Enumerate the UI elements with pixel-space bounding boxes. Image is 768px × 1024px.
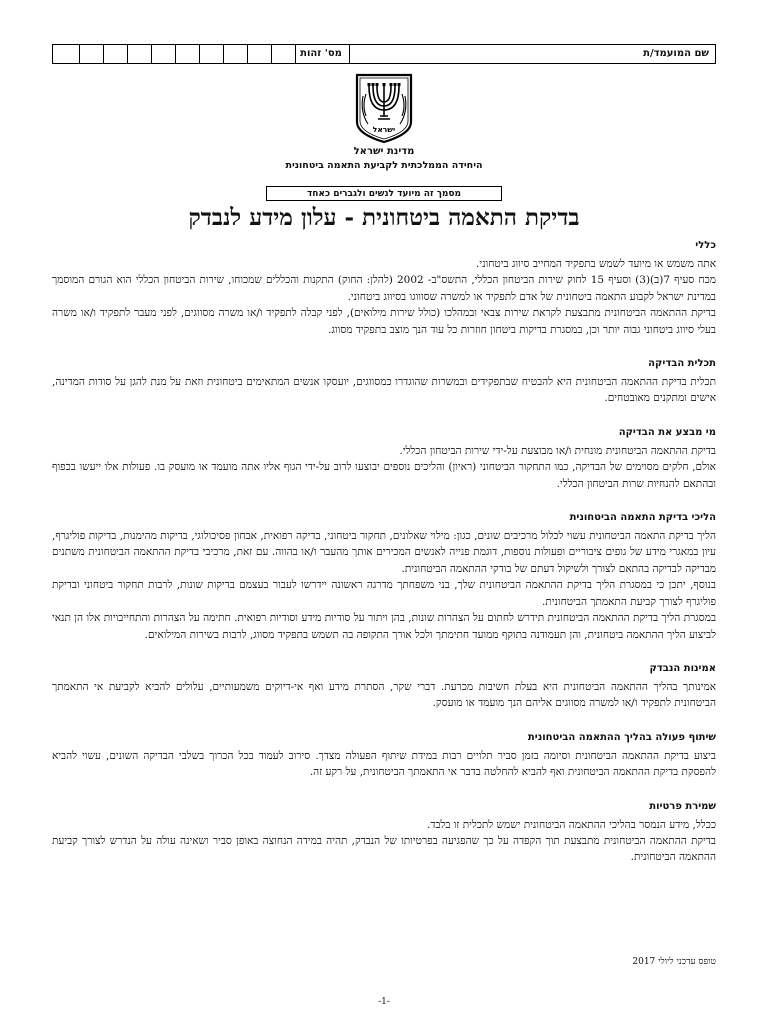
paragraph: בנוסף, יתכן כי במסגרת הליך בדיקת ההתאמה הביטחונית שלך, בני משפחתך מדרגה ראשונה יידרשו לעבור בעצמם בדיקות שונות, לרבות תחקור ביטחוני ובדיקת פוליגרף לצורך קביעת התאמתך הביטחונית. <box>52 579 716 608</box>
id-digit-box <box>223 45 224 63</box>
id-digit-box <box>103 45 104 63</box>
section-heading: תכלית הבדיקה <box>648 358 716 370</box>
emblem-text: ישראל <box>372 125 396 134</box>
state-name: מדינת ישראל <box>353 146 415 157</box>
section-privacy <box>52 799 716 866</box>
paragraph: ככלל, מידע הנמסר בהליכי ההתאמה הביטחונית ישמש לתכלית זו בלבד. <box>426 818 716 831</box>
id-digit-box <box>271 45 272 63</box>
table-divider <box>295 45 296 63</box>
section-purpose <box>52 356 716 407</box>
section-heading: מי מבצע את הבדיקה <box>618 426 716 438</box>
candidate-name-label: שם המועמד/ת <box>643 48 709 59</box>
document-body <box>52 238 716 884</box>
candidate-details-table <box>52 44 716 64</box>
gender-note: מסמך זה מיועד לנשים ולגברים כאחד <box>266 186 502 201</box>
id-digit-box <box>199 45 200 63</box>
id-digit-box <box>79 45 80 63</box>
state-emblem-menorah-icon <box>354 72 414 144</box>
paragraph: אמינותך בהליך ההתאמה הביטחונית היא בעלת חשיבות מכרעת. דברי שקר, הסתרת מידע ואף אי-דיוקים משמעותיים, עלולים להביא לקביעת אי התאמתך הביטחונית לתפקיד ו/או למשרה מסווגים אליהם הנך מועמד או מועסק. <box>52 680 716 710</box>
section-procedures <box>52 510 716 643</box>
section-heading: שיתוף פעולה בהליך ההתאמה הביטחונית <box>527 731 716 743</box>
paragraph: אולם, חלקים מסוימים של הבדיקה, כמו התחקור הביטחוני (ראיון) והליכים נוספים יבוצעו לרוב על-ידי הגוף אליו אתה מועמד או מועסק בו. פעולות אלו ייעשו בכפוף ובהתאם להנחיות שרות הביטחון הכללי. <box>52 461 716 490</box>
paragraph: הליך בדיקת התאמה הביטחונית עשוי לכלול מרכיבים שונים, כגון: מילוי שאלונים, תחקור ביטחוני, בדיקה רפואית, אבחון פסיכולוגי, בדיקות מהימנות, בדיקות פוליגרף, עיון במאגרי מידע של גופים ציבוריים ופעולות נוספות, דוגמת פנייה לאנשים המכירים אותך מהעבר ו/או בהווה. עם זאת, מרכיבי בדיקת ההתאמה הביטחונית משתנים מבדיקה לבדיקה בהתאם לצורך ולשיקול דעתם של בודקי ההתאמה הביטחונית. <box>52 530 716 575</box>
section-heading: שמירת פרטיות <box>649 800 716 812</box>
table-divider <box>349 45 350 63</box>
paragraph: במסגרת הליך בדיקת ההתאמה הביטחונית תידרש לחתום על הצהרות שונות, בהן ויתור על סודיות מידע וסודיות רפואית. חתימה על הצהרות והתחייבויות אלו הן תנאי לביצוע הליך ההתאמה ביטחונית, והן תעמודנה בתוקף ממועד חתימתך ולכל אורך התקופה בה תשמש בתפקיד מסווג, לרבות בשירות המילואים. <box>52 612 716 641</box>
unit-name: היחידה הממלכתית לקביעת התאמה ביטחונית <box>285 160 483 171</box>
id-number-label: מס' זהות <box>300 48 342 59</box>
paragraph: מכח סעיף 7(ב)(3) וסעיף 15 לחוק שירות הביטחון הכללי, התשס"ב- 2002 (להלן: החוק) התקנות והכללים שמכוחו, שירות הביטחון הכללי הוא הגורם המוסמך במדינת ישראל לקבוע התאמה ביטחונית של אדם לתפקיד או למשרה שסוווגו בסיווג ביטחוני. <box>52 274 716 303</box>
section-general <box>52 238 716 338</box>
paragraph: בדיקת ההתאמה הביטחונית מונחית ו/או מבוצעת על-ידי שירות הביטחון הכללי. <box>399 444 716 457</box>
id-digit-box <box>151 45 152 63</box>
id-digit-box <box>247 45 248 63</box>
section-reliability <box>52 661 716 712</box>
paragraph: בדיקת ההתאמה הביטחונית מתבצעת לקראת שירות צבאי ובמהלכו (כולל שירות מילואים), לפני קבלה לתפקיד ו/או משרה מסווגים, לפני מעבר לתפקיד ו/או משרה בעלי סיווג ביטחוני גבוה יותר וכן, במסגרת בדיקות ביטחון חוזרות כל עוד הנך מוצב בתפקיד מסווג. <box>52 307 716 336</box>
paragraph: תכלית בדיקת ההתאמה הביטחונית היא להבטיח שבתפקידים ובמשרות שהוגדרו כמסווגים, יועסקו אנשים המתאימים ביטחונית וזאת על מנת להגן על סודות המדינה, אישים ומתקנים מאובטחים. <box>52 376 716 405</box>
section-heading: הליכי בדיקת התאמה הביטחונית <box>569 512 716 524</box>
id-digit-box <box>127 45 128 63</box>
section-heading: אמינות הנבדק <box>649 662 716 674</box>
section-cooperation <box>52 730 716 781</box>
section-who-performs <box>52 425 716 492</box>
section-heading: כללי <box>695 240 716 251</box>
paragraph: ביצוע בדיקת ההתאמה הביטחונית וסיומה בזמן סביר תלויים רבות במידת שיתוף הפעולה מצדך. סירוב לעמוד בכל הכרוך בשלבי הבדיקה השונים, עשוי להביא להפסקת בדיקת ההתאמה הביטחונית ואף להביא להחלטה בדבר אי התאמתך הביטחונית, על רקע זה. <box>52 749 716 779</box>
paragraph: בדיקת ההתאמה הביטחונית מתבצעת תוך הקפדה על כך שהפגיעה בפרטיותו של הנבדק, תהיה במידה הנחוצה באופן סביר ושאינה עולה על הנדרש לצורך קביעת ההתאמה הביטחונית. <box>52 834 716 864</box>
paragraph: אתה משמש או מיועד לשמש בתפקיד המחייב סיווג ביטחוני. <box>476 258 716 270</box>
page-number: -1- <box>378 997 390 1007</box>
document-title: בדיקת התאמה ביטחונית - עלון מידע לנבדק <box>188 204 580 231</box>
form-version-note: טופס עדכני ליולי 2017 <box>632 957 716 967</box>
id-digit-box <box>175 45 176 63</box>
